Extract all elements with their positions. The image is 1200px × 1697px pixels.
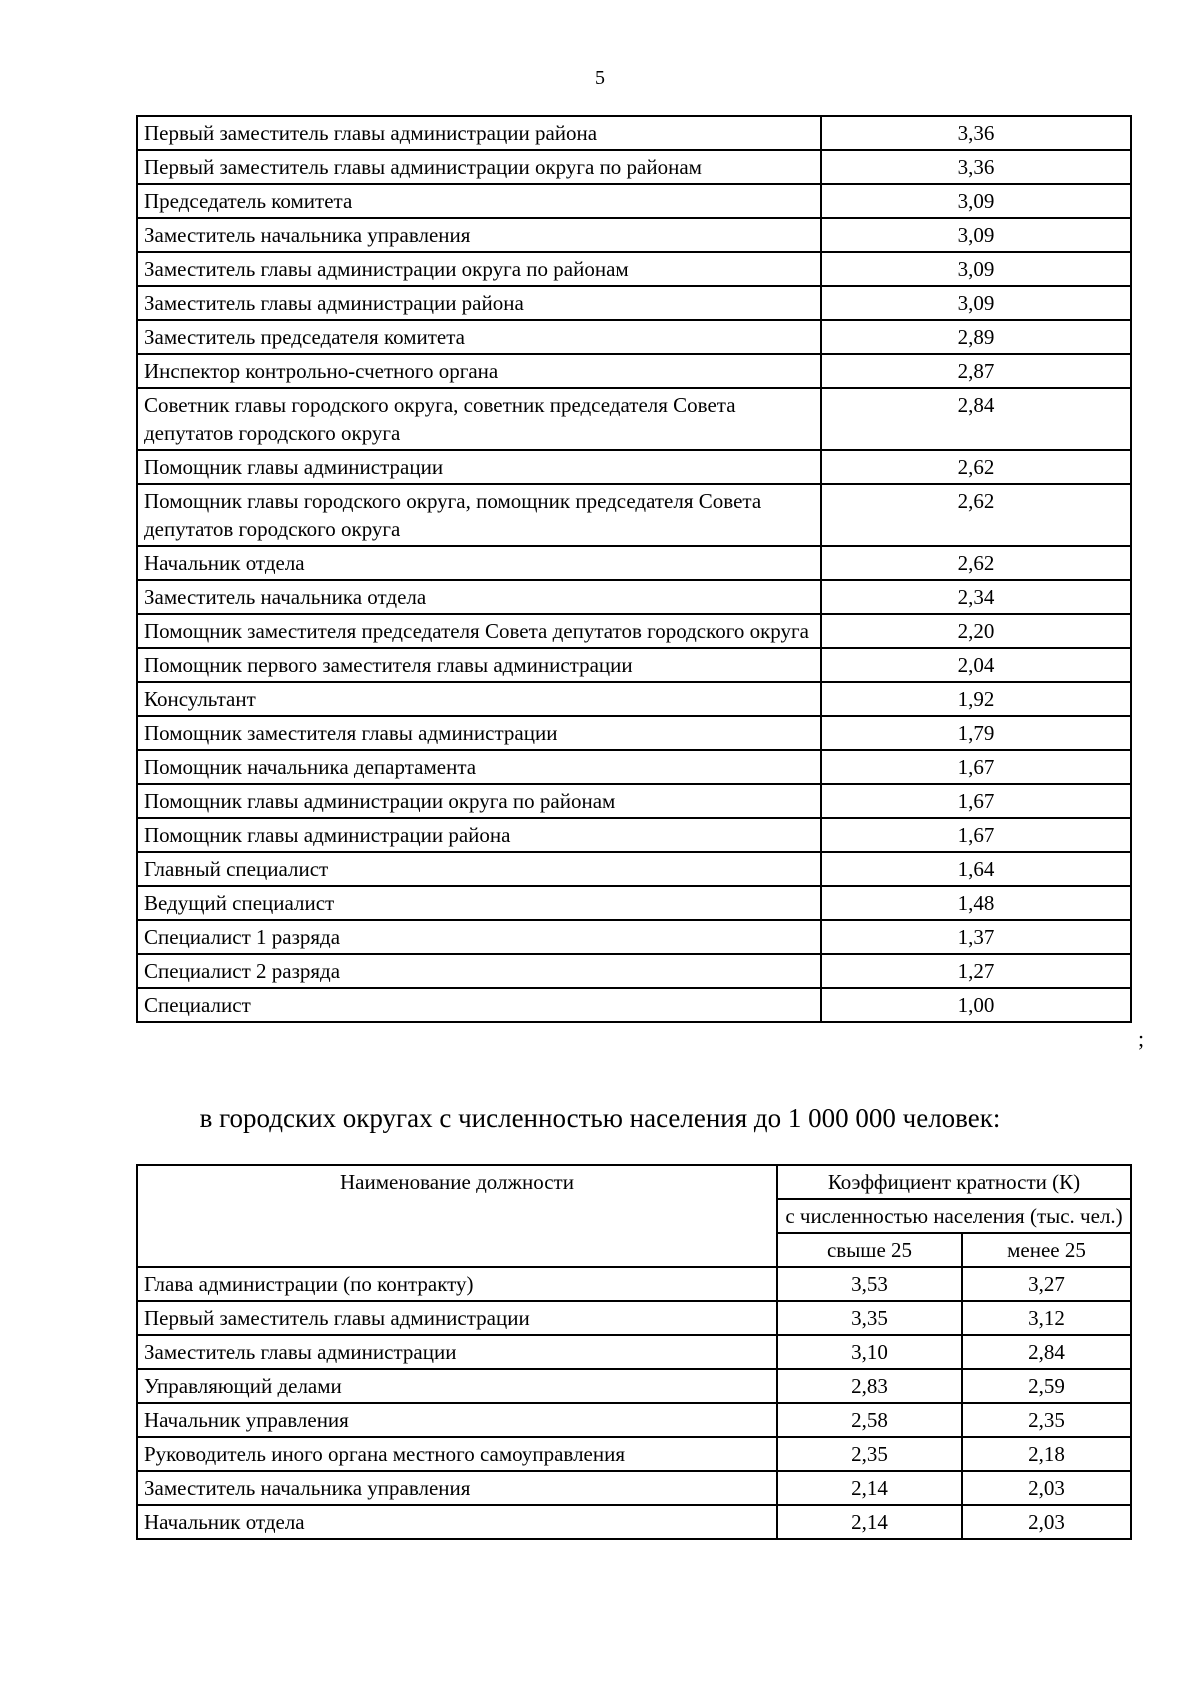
table-row	[137, 920, 1131, 954]
table-row	[137, 818, 1131, 852]
position-cell: Первый заместитель главы администрации округа по районам	[137, 150, 821, 184]
coefficient-cell: 2,89	[821, 320, 1131, 354]
coefficient-cell: 1,67	[821, 750, 1131, 784]
coefficient-over-25-cell: 2,14	[777, 1471, 962, 1505]
coefficient-under-25-cell: 2,18	[962, 1437, 1131, 1471]
coefficient-under-25-cell: 2,84	[962, 1335, 1131, 1369]
position-cell: Управляющий делами	[137, 1369, 777, 1403]
position-cell: Помощник заместителя председателя Совета депутатов городского округа	[137, 614, 821, 648]
header-over-25: свыше 25	[777, 1233, 962, 1267]
coefficient-cell: 2,62	[821, 450, 1131, 484]
coefficient-cell: 3,36	[821, 150, 1131, 184]
table-row	[137, 484, 1131, 546]
table-row	[137, 988, 1131, 1022]
position-cell: Помощник первого заместителя главы администрации	[137, 648, 821, 682]
table-row	[137, 750, 1131, 784]
table-row	[137, 784, 1131, 818]
coefficient-cell: 2,04	[821, 648, 1131, 682]
position-cell: Заместитель главы администрации района	[137, 286, 821, 320]
table-row	[137, 1301, 1131, 1335]
position-cell: Заместитель начальника отдела	[137, 580, 821, 614]
coefficient-under-25-cell: 2,03	[962, 1505, 1131, 1539]
table-row	[137, 1437, 1131, 1471]
coefficient-cell: 2,34	[821, 580, 1131, 614]
table-row	[137, 1505, 1131, 1539]
position-cell: Заместитель начальника управления	[137, 1471, 777, 1505]
table-row	[137, 150, 1131, 184]
coefficients-table-population	[136, 1164, 1132, 1540]
coefficient-over-25-cell: 2,14	[777, 1505, 962, 1539]
header-under-25: менее 25	[962, 1233, 1131, 1267]
coefficient-cell: 3,09	[821, 252, 1131, 286]
position-cell: Специалист	[137, 988, 821, 1022]
table-row	[137, 354, 1131, 388]
header-coefficient: Коэффициент кратности (К)	[777, 1165, 1131, 1199]
coefficient-cell: 1,27	[821, 954, 1131, 988]
coefficient-over-25-cell: 2,35	[777, 1437, 962, 1471]
header-population: с численностью населения (тыс. чел.)	[777, 1199, 1131, 1233]
table-row	[137, 852, 1131, 886]
coefficient-cell: 1,79	[821, 716, 1131, 750]
table-row	[137, 716, 1131, 750]
table-trailing-semicolon: ;	[1138, 1026, 1145, 1051]
table-row	[137, 184, 1131, 218]
position-cell: Ведущий специалист	[137, 886, 821, 920]
coefficient-cell: 2,62	[821, 484, 1131, 546]
position-cell: Руководитель иного органа местного самоуправления	[137, 1437, 777, 1471]
coefficient-cell: 1,37	[821, 920, 1131, 954]
table-row	[137, 648, 1131, 682]
position-cell: Помощник главы администрации округа по районам	[137, 784, 821, 818]
coefficient-cell: 1,67	[821, 818, 1131, 852]
position-cell: Начальник управления	[137, 1403, 777, 1437]
position-cell: Начальник отдела	[137, 1505, 777, 1539]
position-cell: Начальник отдела	[137, 546, 821, 580]
position-cell: Заместитель главы администрации округа по районам	[137, 252, 821, 286]
coefficient-under-25-cell: 3,12	[962, 1301, 1131, 1335]
coefficients-table-continued	[136, 115, 1132, 1023]
position-cell: Помощник заместителя главы администрации	[137, 716, 821, 750]
table-row	[137, 116, 1131, 150]
position-cell: Председатель комитета	[137, 184, 821, 218]
coefficient-cell: 2,87	[821, 354, 1131, 388]
table-row	[137, 1369, 1131, 1403]
coefficient-cell: 2,62	[821, 546, 1131, 580]
position-cell: Заместитель главы администрации	[137, 1335, 777, 1369]
table-row	[137, 252, 1131, 286]
coefficient-cell: 1,67	[821, 784, 1131, 818]
table-row	[137, 954, 1131, 988]
position-cell: Советник главы городского округа, советник председателя Совета депутатов городского округа	[137, 388, 821, 450]
coefficient-cell: 1,00	[821, 988, 1131, 1022]
table-row	[137, 580, 1131, 614]
position-cell: Специалист 2 разряда	[137, 954, 821, 988]
table-row	[137, 886, 1131, 920]
coefficient-under-25-cell: 3,27	[962, 1267, 1131, 1301]
table-row	[137, 1471, 1131, 1505]
coefficient-over-25-cell: 3,10	[777, 1335, 962, 1369]
coefficient-under-25-cell: 2,35	[962, 1403, 1131, 1437]
coefficient-cell: 1,64	[821, 852, 1131, 886]
position-cell: Помощник главы городского округа, помощник председателя Совета депутатов городского округа	[137, 484, 821, 546]
table-row	[137, 1335, 1131, 1369]
coefficient-cell: 3,09	[821, 286, 1131, 320]
position-cell: Специалист 1 разряда	[137, 920, 821, 954]
section-title: в городских округах с численностью населения до 1 000 000 человек:	[199, 1103, 1001, 1133]
table-row	[137, 286, 1131, 320]
position-cell: Главный специалист	[137, 852, 821, 886]
coefficient-cell: 3,36	[821, 116, 1131, 150]
position-cell: Помощник главы администрации	[137, 450, 821, 484]
position-cell: Консультант	[137, 682, 821, 716]
position-cell: Глава администрации (по контракту)	[137, 1267, 777, 1301]
coefficient-over-25-cell: 2,83	[777, 1369, 962, 1403]
table-row	[137, 320, 1131, 354]
position-cell: Инспектор контрольно-счетного органа	[137, 354, 821, 388]
table-row	[137, 682, 1131, 716]
position-cell: Заместитель начальника управления	[137, 218, 821, 252]
coefficient-cell: 3,09	[821, 218, 1131, 252]
table-row	[137, 614, 1131, 648]
header-position-name: Наименование должности	[137, 1165, 777, 1267]
coefficient-cell: 3,09	[821, 184, 1131, 218]
coefficient-over-25-cell: 3,35	[777, 1301, 962, 1335]
coefficient-under-25-cell: 2,03	[962, 1471, 1131, 1505]
coefficient-cell: 1,48	[821, 886, 1131, 920]
table-row	[137, 546, 1131, 580]
position-cell: Помощник главы администрации района	[137, 818, 821, 852]
table-row	[137, 218, 1131, 252]
coefficient-cell: 1,92	[821, 682, 1131, 716]
coefficient-cell: 2,20	[821, 614, 1131, 648]
table-row	[137, 450, 1131, 484]
coefficient-over-25-cell: 2,58	[777, 1403, 962, 1437]
position-cell: Первый заместитель главы администрации	[137, 1301, 777, 1335]
table-row	[137, 1403, 1131, 1437]
table-row	[137, 1267, 1131, 1301]
coefficient-over-25-cell: 3,53	[777, 1267, 962, 1301]
coefficient-under-25-cell: 2,59	[962, 1369, 1131, 1403]
position-cell: Первый заместитель главы администрации района	[137, 116, 821, 150]
table-row	[137, 388, 1131, 450]
coefficient-cell: 2,84	[821, 388, 1131, 450]
page-number: 5	[595, 67, 605, 89]
position-cell: Помощник начальника департамента	[137, 750, 821, 784]
position-cell: Заместитель председателя комитета	[137, 320, 821, 354]
